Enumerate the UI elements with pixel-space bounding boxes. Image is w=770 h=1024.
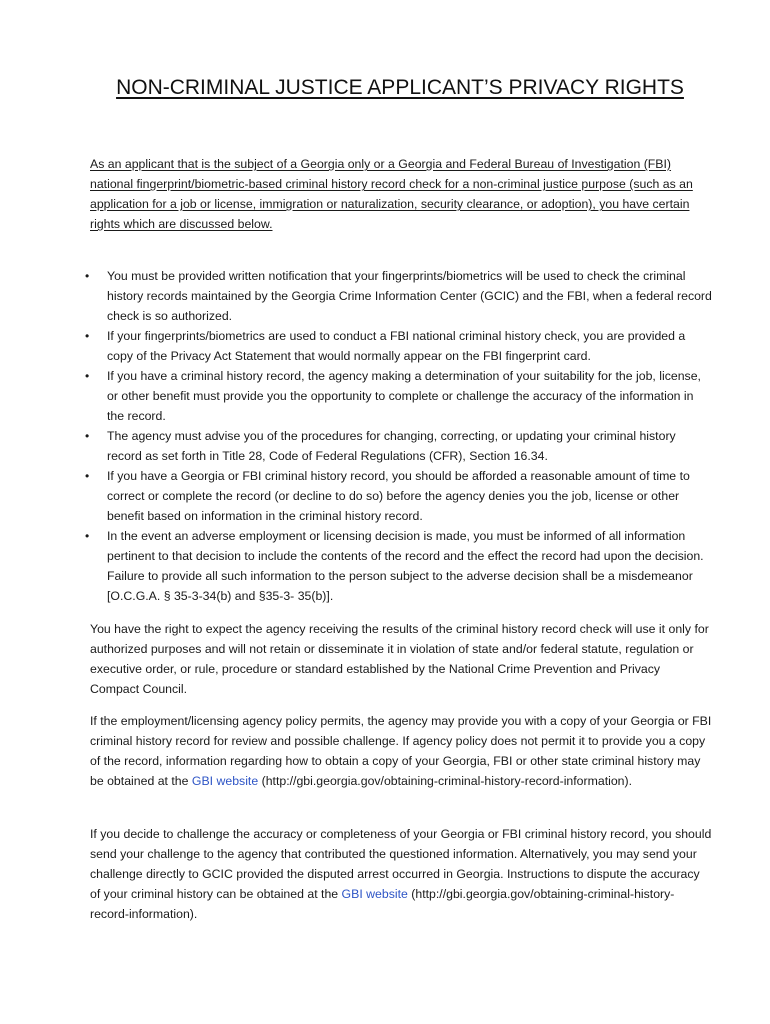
intro-paragraph: As an applicant that is the subject of a Georgia only or a Georgia and Federal Bureau of Investigation (FBI) national fingerprint/biometric-based criminal history record check for a non-criminal justice purpose (such as an application for a job or license, immigration or naturalization, security clearance, or adoption), you have certain rights which are discussed below. xyxy=(90,157,693,231)
challenge-paragraph xyxy=(90,824,712,924)
list-item xyxy=(85,326,712,366)
list-item-text: If you have a criminal history record, the agency making a determination of your suitability for the job, license, or other benefit must provide you the opportunity to complete or challenge the accuracy of the information in the record. xyxy=(107,369,701,423)
paragraph-text: If you decide to challenge the accuracy or completeness of your Georgia or FBI criminal history record, you should send your challenge to the agency that contributed the questioned information. Alternatively, you may send your challenge directly to GCIC provided the disputed arrest occurred in Georgia. Instructions to dispute the accuracy of your criminal history can be obtained at the xyxy=(90,827,712,901)
list-item xyxy=(85,466,712,526)
authorized-use-paragraph: You have the right to expect the agency receiving the results of the criminal history record check will use it only for authorized purposes and will not retain or disseminate it in violation of state and/or federal statute, regulation or executive order, or rule, procedure or standard established by the National Crime Prevention and Privacy Compact Council. xyxy=(90,622,709,696)
paragraph-text: (http://gbi.georgia.gov/obtaining-criminal-history-record-information). xyxy=(90,887,675,921)
paragraph-text: (http://gbi.georgia.gov/obtaining-criminal-history-record-information). xyxy=(258,774,633,788)
list-item xyxy=(85,366,712,426)
list-item-text: The agency must advise you of the procedures for changing, correcting, or updating your criminal history record as set forth in Title 28, Code of Federal Regulations (CFR), Section 16.34. xyxy=(107,429,676,463)
bullet-icon: • xyxy=(85,469,90,483)
gbi-website-link[interactable]: GBI website xyxy=(191,774,259,788)
bullet-icon: • xyxy=(85,429,90,443)
bullet-icon: • xyxy=(85,269,90,283)
rights-list xyxy=(85,266,712,606)
list-item-text: If you have a Georgia or FBI criminal history record, you should be afforded a reasonable amount of time to correct or complete the record (or decline to do so) before the agency denies you the job, license or other benefit based on information in the criminal history record. xyxy=(107,469,690,523)
bullet-icon: • xyxy=(85,369,90,383)
gbi-website-link[interactable]: GBI website xyxy=(341,887,408,901)
list-item xyxy=(85,526,712,606)
page-title: NON-CRIMINAL JUSTICE APPLICANT’S PRIVACY RIGHTS xyxy=(116,76,684,99)
list-item-text: You must be provided written notification that your fingerprints/biometrics will be used to check the criminal history records maintained by the Georgia Crime Information Center (GCIC) and the FBI, when a federal record check is so authorized. xyxy=(107,269,712,323)
paragraph-text: If the employment/licensing agency policy permits, the agency may provide you with a copy of your Georgia or FBI criminal history record for review and possible challenge. If agency policy does not permit it to provide you a copy of the record, information regarding how to obtain a copy of your Georgia, FBI or other state criminal history may be obtained at the xyxy=(90,714,712,788)
list-item-text: If your fingerprints/biometrics are used to conduct a FBI national criminal history check, you are provided a copy of the Privacy Act Statement that would normally appear on the FBI fingerprint card. xyxy=(107,329,686,363)
bullet-icon: • xyxy=(85,529,90,543)
list-item xyxy=(85,426,712,466)
bullet-icon: • xyxy=(85,329,90,343)
list-item xyxy=(85,266,712,326)
list-item-text: In the event an adverse employment or licensing decision is made, you must be informed of all information pertinent to that decision to include the contents of the record and the effect the record had upon the decision. Failure to provide all such information to the person subject to the adverse decision shall be a misdemeanor [O.C.G.A. § 35-3-34(b) and §35-3- 35(b)]. xyxy=(107,529,704,603)
obtain-copy-paragraph xyxy=(90,711,712,791)
